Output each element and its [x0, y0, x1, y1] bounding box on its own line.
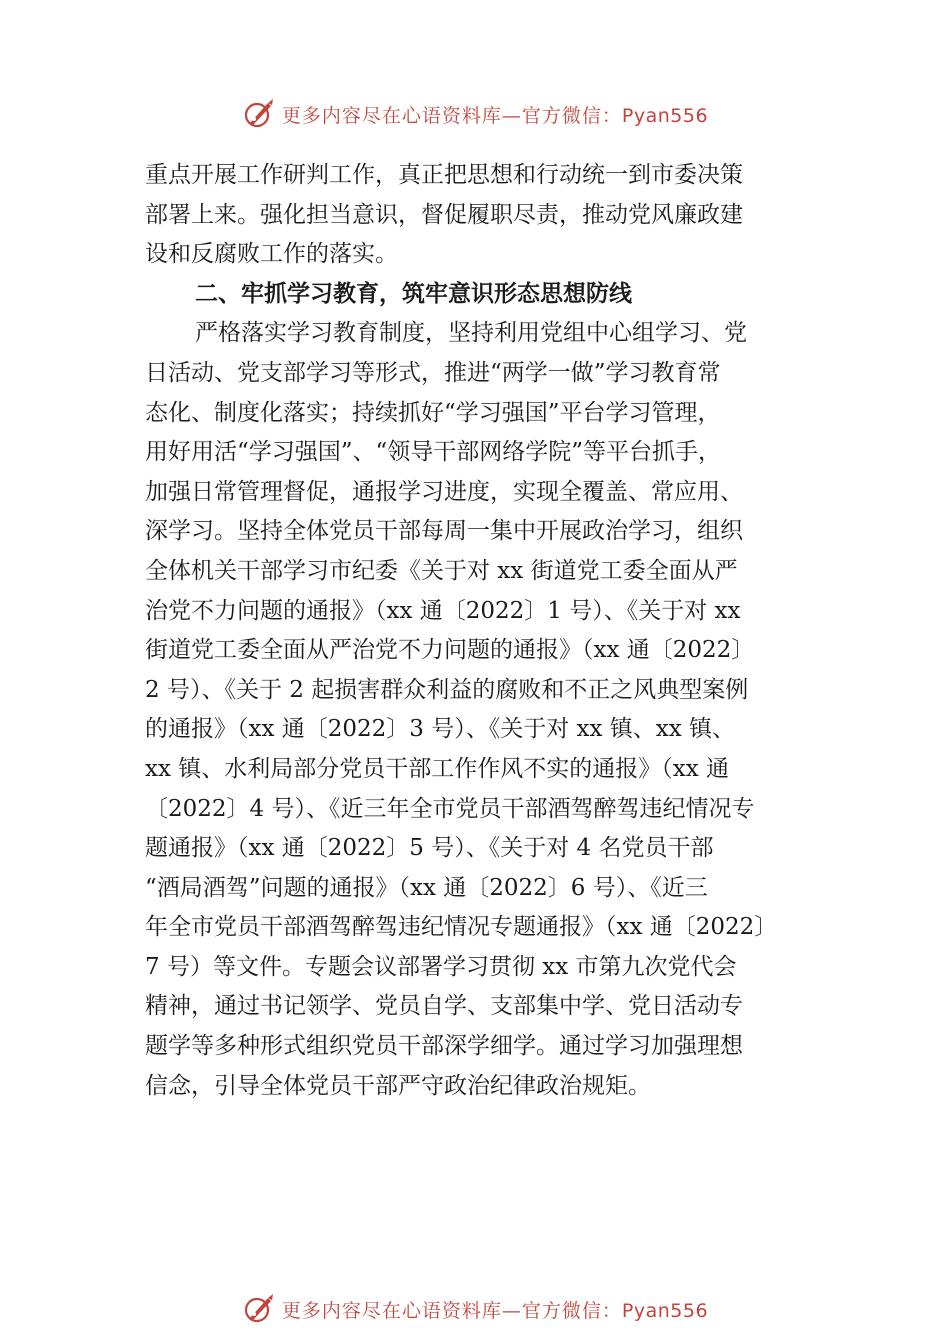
footer-watermark-banner	[0, 1287, 950, 1331]
text-line: 7 号）等文件。专题会议部署学习贯彻 xx 市第九次党代会	[145, 953, 737, 980]
document-body	[145, 156, 815, 1106]
text-line: 治党不力问题的通报》（xx 通〔2022〕1 号）、《关于对 xx	[145, 597, 741, 624]
text-line: xx 镇、水利局部分党员干部工作作风不实的通报》（xx 通	[145, 755, 730, 782]
intro-paragraph	[145, 156, 815, 275]
text-line: 重点开展工作研判工作，真正把思想和行动统一到市委决策	[145, 162, 743, 188]
text-line: 加强日常管理督促，通报学习进度，实现全覆盖、常应用、	[145, 478, 743, 505]
text-line: 题通报》（xx 通〔2022〕5 号）、《关于对 4 名党员干部	[145, 835, 714, 862]
text-line: 题学等多种形式组织党员干部深学细学。通过学习加强理想	[145, 1033, 743, 1060]
quill-pen-logo-icon	[242, 97, 276, 131]
quill-pen-logo-icon	[242, 1292, 276, 1326]
text-line: 的通报》（xx 通〔2022〕3 号）、《关于对 xx 镇、xx 镇、	[145, 716, 736, 743]
text-line: 日活动、党支部学习等形式，推进“两学一做”学习教育常	[145, 359, 721, 386]
text-line: 设和反腐败工作的落实。	[145, 241, 398, 268]
header-banner-text: 更多内容尽在心语资料库—官方微信：Pyan556	[281, 104, 709, 127]
text-line: 信念，引导全体党员干部严守政治纪律政治规矩。	[145, 1072, 651, 1099]
text-line: 全体机关干部学习市纪委《关于对 xx 街道党工委全面从严	[145, 557, 738, 584]
text-line: 部署上来。强化担当意识，督促履职尽责，推动党风廉政建	[145, 201, 743, 228]
header-watermark-banner	[0, 92, 950, 136]
text-line: 态化、制度化落实；持续抓好“学习强国”平台学习管理，	[145, 399, 721, 426]
text-line: 2 号）、《关于 2 起损害群众利益的腐败和不正之风典型案例	[145, 676, 749, 703]
body-paragraph	[145, 314, 815, 1106]
footer-banner-text: 更多内容尽在心语资料库—官方微信：Pyan556	[281, 1299, 709, 1322]
text-line: 严格落实学习教育制度，坚持利用党组中心组学习、党	[195, 320, 747, 347]
text-line: 〔2022〕4 号）、《近三年全市党员干部酒驾醉驾违纪情况专	[145, 795, 755, 822]
text-line: 精神，通过书记领学、党员自学、支部集中学、党日活动专	[145, 993, 743, 1020]
text-line: 街道党工委全面从严治党不力问题的通报》（xx 通〔2022〕	[145, 637, 755, 664]
text-line: 年全市党员干部酒驾醉驾违纪情况专题通报》（xx 通〔2022〕	[145, 914, 778, 941]
text-line: 深学习。坚持全体党员干部每周一集中开展政治学习，组织	[145, 518, 743, 545]
text-line: 用好用活“学习强国”、“领导干部网络学院”等平台抓手，	[145, 439, 722, 466]
section-heading: 二、牢抓学习教育，筑牢意识形态思想防线	[195, 280, 632, 307]
text-line: “酒局酒驾”问题的通报》（xx 通〔2022〕6 号）、《近三	[145, 874, 708, 901]
